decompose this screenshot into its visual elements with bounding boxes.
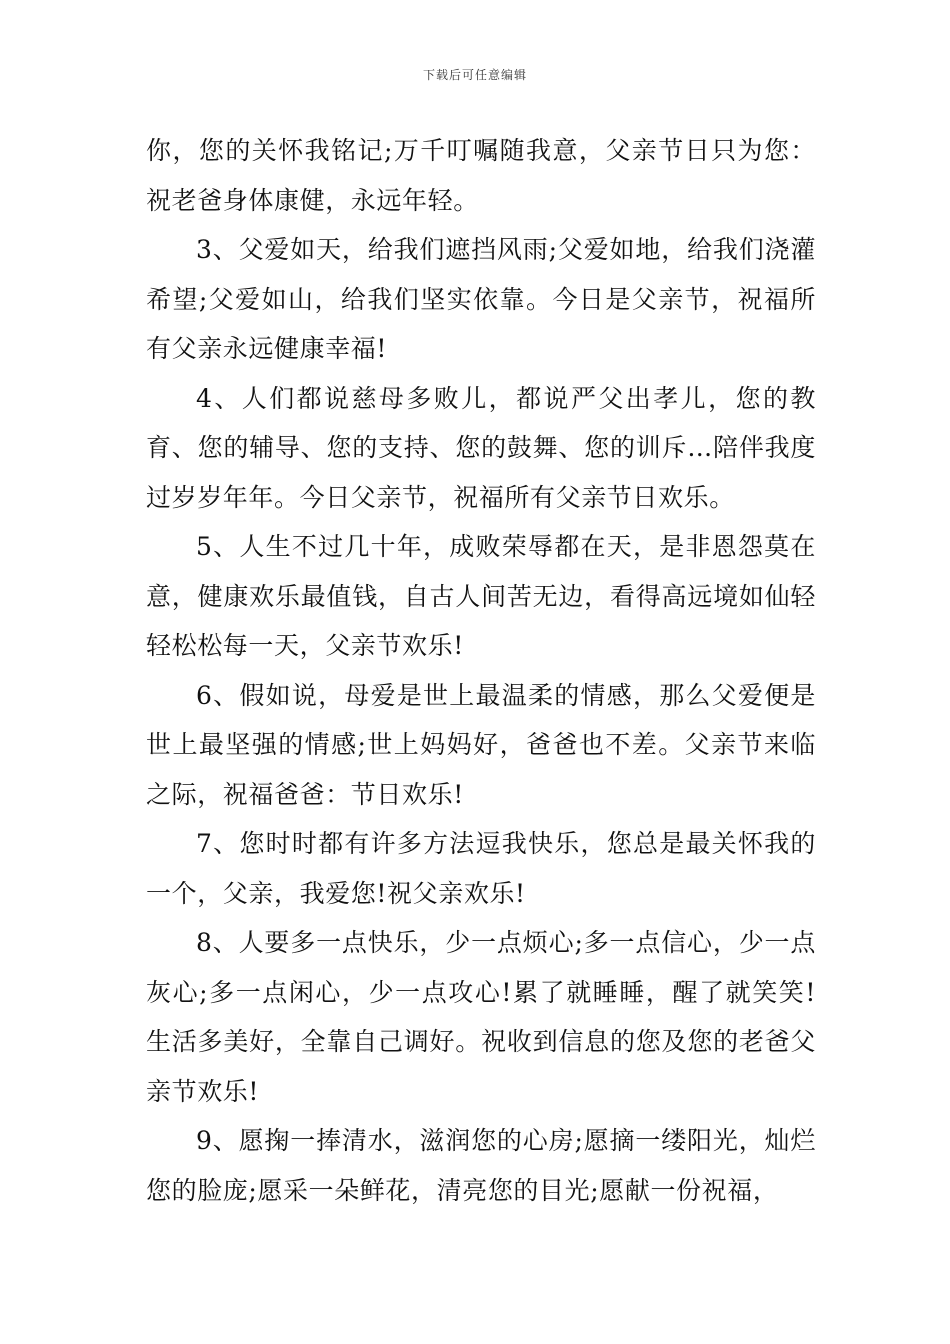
header-note: 下载后可任意编辑 [422, 68, 527, 82]
paragraph-item-3: 3、父爱如天，给我们遮挡风雨;父爱如地，给我们浇灌希望;父爱如山，给我们坚实依靠。今日是父亲节，祝福所有父亲永远健康幸福! [146, 235, 816, 363]
paragraph-item-8: 8、人要多一点快乐，少一点烦心;多一点信心，少一点灰心;多一点闲心，少一点攻心!累了就睡睡，醒了就笑笑!生活多美好，全靠自己调好。祝收到信息的您及您的老爸父亲节欢乐! [146, 928, 816, 1106]
body-text [146, 126, 816, 1215]
paragraph-item-9: 9、愿掬一捧清水，滋润您的心房;愿摘一缕阳光，灿烂您的脸庞;愿采一朵鲜花，清亮您的目光;愿献一份祝福， [146, 1126, 816, 1205]
paragraph-item-5: 5、人生不过几十年，成败荣辱都在天，是非恩怨莫在意，健康欢乐最值钱，自古人间苦无边，看得高远境如仙轻轻松松每一天，父亲节欢乐! [146, 532, 816, 660]
paragraph-item-7: 7、您时时都有许多方法逗我快乐，您总是最关怀我的一个，父亲，我爱您!祝父亲欢乐! [146, 829, 816, 908]
paragraph-continuation: 你，您的关怀我铭记;万千叮嘱随我意，父亲节日只为您：祝老爸身体康健，永远年轻。 [146, 136, 816, 215]
paragraph-item-4: 4、人们都说慈母多败儿，都说严父出孝儿，您的教育、您的辅导、您的支持、您的鼓舞、您的训斥…陪伴我度过岁岁年年。今日父亲节，祝福所有父亲节日欢乐。 [146, 383, 816, 512]
paragraph-item-6: 6、假如说，母爱是世上最温柔的情感，那么父爱便是世上最坚强的情感;世上妈妈好，爸爸也不差。父亲节来临之际，祝福爸爸：节日欢乐! [146, 680, 816, 809]
